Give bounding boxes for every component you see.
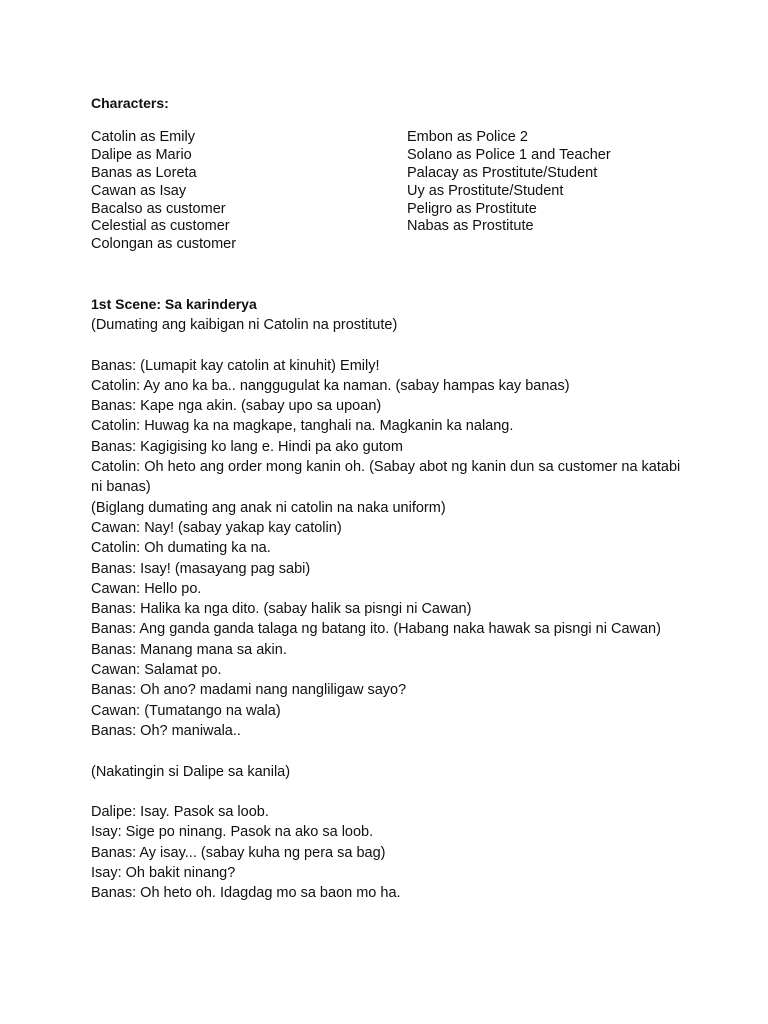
cast-list-right [407, 129, 611, 236]
cast-item: Uy as Prostitute/Student [407, 182, 564, 199]
script-line: Dalipe: Isay. Pasok sa loob. [91, 804, 269, 821]
script-line: Banas: Oh ano? madami nang nangliligaw sayo? [91, 682, 407, 699]
scene-heading: 1st Scene: Sa karinderya [91, 296, 257, 312]
cast-item: Colongan as customer [91, 236, 237, 253]
characters-heading: Characters: [91, 95, 169, 111]
cast-item: Embon as Police 2 [407, 129, 528, 145]
script-line: Isay: Sige po ninang. Pasok na ako sa loob. [91, 824, 374, 841]
cast-item: Bacalso as customer [91, 200, 226, 217]
cast-item: Palacay as Prostitute/Student [407, 164, 598, 181]
script-line: Catolin: Oh heto ang order mong kanin oh. (Sabay abot ng kanin dun sa customer na katabi ni banas) [91, 459, 681, 496]
script-line: Catolin: Huwag ka na magkape, tanghali na. Magkanin ka nalang. [91, 418, 514, 435]
script-line: Banas: Kape nga akin. (sabay upo sa upoan) [91, 398, 382, 415]
script-line: Banas: Isay! (masayang pag sabi) [91, 560, 311, 577]
script-line: Cawan: (Tumatango na wala) [91, 702, 281, 719]
script-line: Banas: Ay isay... (sabay kuha ng pera sa bag) [91, 844, 386, 861]
cast-list-left [91, 129, 236, 254]
script-line: Cawan: Salamat po. [91, 662, 222, 679]
script-line: (Nakatingin si Dalipe sa kanila) [91, 763, 291, 780]
script-line: (Biglang dumating ang anak ni catolin na naka uniform) [91, 499, 446, 516]
script-line: Catolin: Ay ano ka ba.. nanggugulat ka naman. (sabay hampas kay banas) [91, 377, 570, 394]
script-line: Banas: Oh? maniwala.. [91, 722, 241, 739]
cast-item: Celestial as customer [91, 218, 230, 235]
script-line: Banas: Manang mana sa akin. [91, 641, 287, 658]
script-line: Catolin: Oh dumating ka na. [91, 540, 271, 557]
script-line: Banas: (Lumapit kay catolin at kinuhit) Emily! [91, 357, 380, 374]
script-line: (Dumating ang kaibigan ni Catolin na prostitute) [91, 317, 398, 333]
cast-item: Catolin as Emily [91, 129, 195, 145]
script-line: Banas: Oh heto oh. Idagdag mo sa baon mo ha. [91, 885, 401, 902]
script-line: Banas: Ang ganda ganda talaga ng batang ito. (Habang naka hawak sa pisngi ni Cawan) [91, 621, 661, 638]
cast-item: Solano as Police 1 and Teacher [407, 146, 611, 163]
cast-item: Peligro as Prostitute [407, 200, 537, 217]
blank-line [91, 741, 691, 761]
blank-line [91, 782, 691, 802]
cast-item: Nabas as Prostitute [407, 218, 534, 235]
blank-line [91, 335, 691, 355]
script-line: Cawan: Nay! (sabay yakap kay catolin) [91, 519, 342, 536]
cast-item: Banas as Loreta [91, 164, 197, 181]
script-line: Banas: Kagigising ko lang e. Hindi pa ako gutom [91, 438, 403, 455]
cast-item: Dalipe as Mario [91, 146, 192, 163]
script-line: Banas: Halika ka nga dito. (sabay halik sa pisngi ni Cawan) [91, 601, 472, 618]
script-line: Cawan: Hello po. [91, 580, 202, 597]
cast-item: Cawan as Isay [91, 182, 187, 199]
script-body [91, 315, 691, 904]
script-line: Isay: Oh bakit ninang? [91, 865, 236, 882]
